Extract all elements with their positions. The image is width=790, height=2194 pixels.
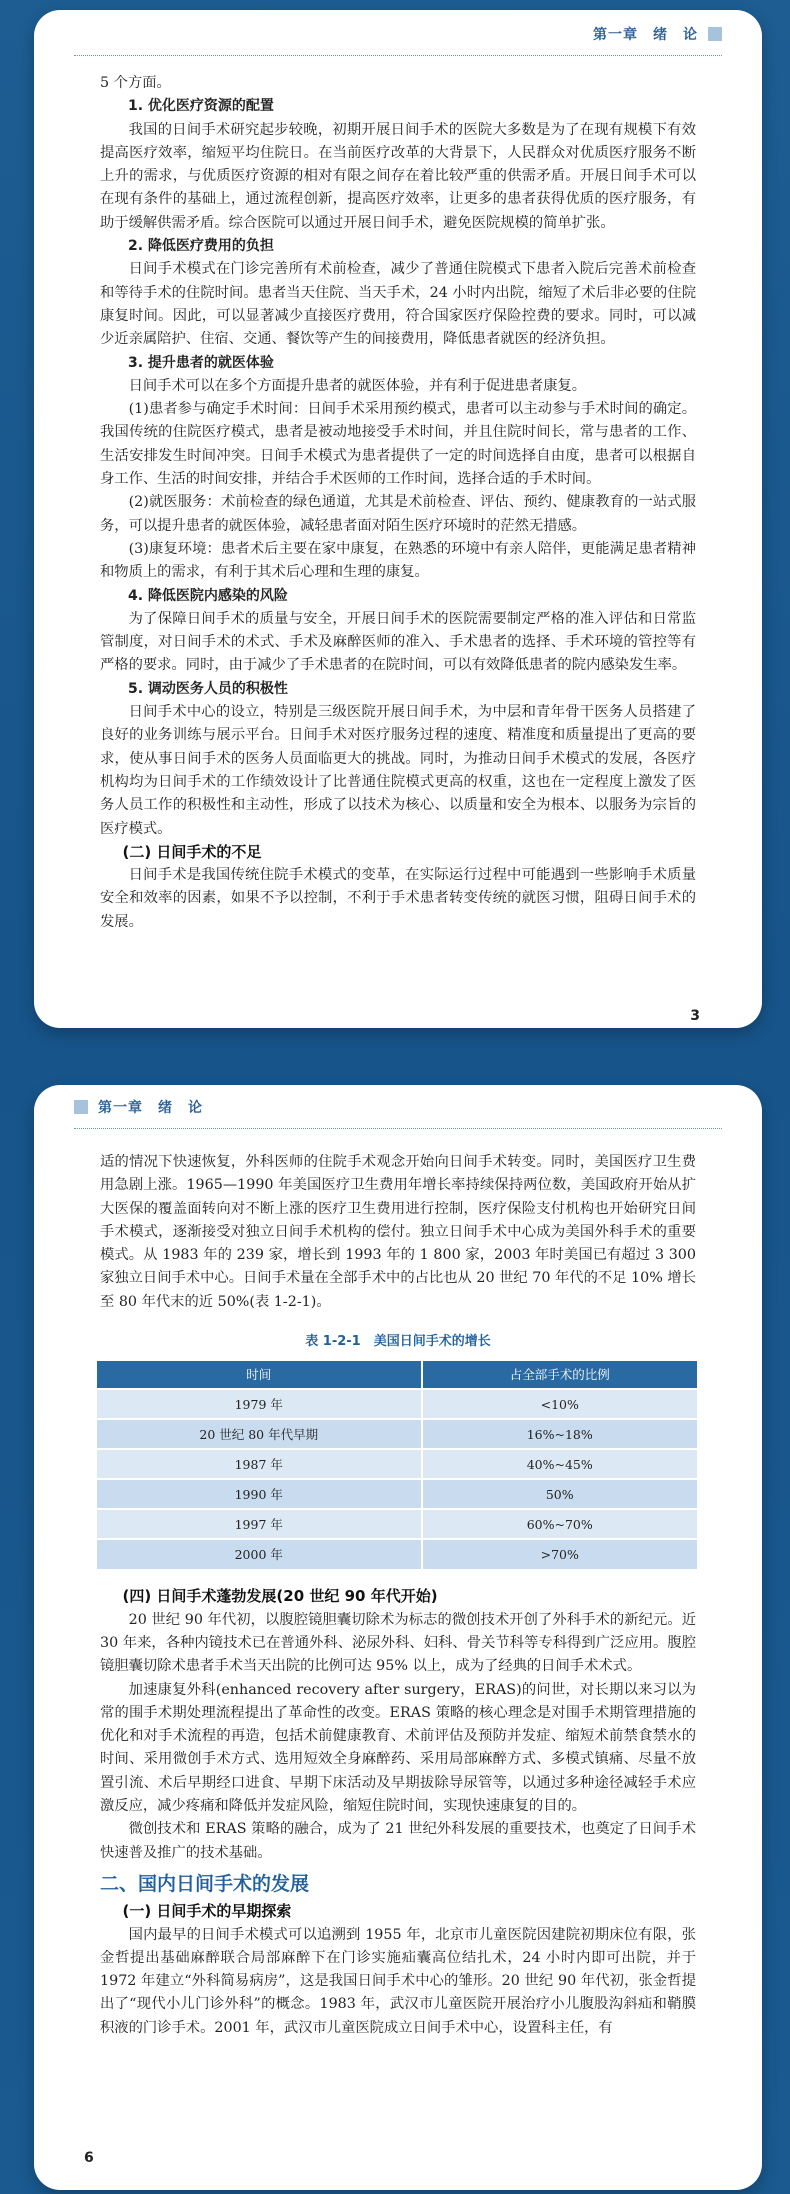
paragraph: 日间手术可以在多个方面提升患者的就医体验，并有利于促进患者康复。 xyxy=(128,377,587,394)
paragraph: 日间手术是我国传统住院手术模式的变革，在实际运行过程中可能遇到一些影响手术质量安全和效率的因素，如果不予以控制，不利于手术患者转变传统的就医习惯，阻碍日间手术的发展。 xyxy=(100,867,696,930)
chapter-title: 第一章 绪 论 xyxy=(593,27,698,43)
table-container xyxy=(100,1361,696,1569)
table-row xyxy=(97,1419,698,1449)
chapter-title: 第一章 绪 论 xyxy=(98,1100,203,1116)
paragraph: 日间手术模式在门诊完善所有术前检查，减少了普通住院模式下患者入院后完善术前检查和等待手术的住院时间。患者当天住院、当天手术，24 小时内出院，缩短了术后非必要的住院康复时间。因此，可以显著减少直接医疗费用，符合国家医疗保险控费的要求。同时，可以减少近亲属陪护、住宿、交通、餐饮等产生的间接费用，降低患者就医的经济负担。 xyxy=(100,261,696,348)
column-header-ratio: 占全部手术的比例 xyxy=(422,1361,699,1389)
paragraph: 国内最早的日间手术模式可以追溯到 1955 年，北京市儿童医院因建院初期床位有限，张金哲提出基础麻醉联合局部麻醉下在门诊实施疝囊高位结扎术，24 小时内即可出院，并于 1972 年建立“外科简易病房”，这是我国日间手术中心的雏形。20 世纪 90 年代初，张金哲提出了“现代小儿门诊外科”的概念。1983 年，武汉市儿童医院开展治疗小儿腹股沟斜疝和鞘膜积液的门诊手术。2001 年，武汉市儿童医院成立日间手术中心，设置科主任，有 xyxy=(100,1926,696,2036)
section-heading: 3. 提升患者的就医体验 xyxy=(128,354,274,371)
section-heading: 2. 降低医疗费用的负担 xyxy=(128,238,274,255)
subsection-heading: (四) 日间手术蓬勃发展(20 世纪 90 年代开始) xyxy=(122,1587,438,1606)
table-row xyxy=(97,1449,698,1479)
cell-time: 20 世纪 80 年代早期 xyxy=(97,1419,422,1449)
cell-time: 1979 年 xyxy=(97,1389,422,1419)
page-number: 3 xyxy=(690,1008,700,1024)
header-square-icon xyxy=(74,1100,88,1114)
table-caption: 表 1-2-1 美国日间手术的增长 xyxy=(305,1334,491,1350)
table-row xyxy=(97,1509,698,1539)
section-heading: 5. 调动医务人员的积极性 xyxy=(128,680,288,697)
subsection-heading: (一) 日间手术的早期探索 xyxy=(122,1902,292,1921)
paragraph: (2)就医服务：术前检查的绿色通道，尤其是术前检查、评估、预约、健康教育的一站式服务，可以提升患者的就医体验，减轻患者面对陌生医疗环境时的茫然无措感。 xyxy=(100,494,696,534)
cell-ratio: >70% xyxy=(422,1539,699,1569)
subsection-heading: (二) 日间手术的不足 xyxy=(122,842,262,861)
page-body xyxy=(100,1151,696,2040)
paragraph: 为了保障日间手术的质量与安全，开展日间手术的医院需要制定严格的准入评估和日常监管制度，对日间手术的术式、手术及麻醉医师的准入、手术患者的选择、手术环境的管控等有严格的要求。同时，由于减少了手术患者的在院时间，可以有效降低患者的院内感染发生率。 xyxy=(100,610,696,674)
table-row xyxy=(97,1539,698,1569)
cell-ratio: 50% xyxy=(422,1479,699,1509)
table-row xyxy=(97,1479,698,1509)
paragraph: 日间手术中心的设立，特别是三级医院开展日间手术，为中层和青年骨干医务人员搭建了良好的业务训练与展示平台。日间手术对医疗服务过程的速度、精准度和质量提出了更高的要求，使从事日间手术的医务人员面临更大的挑战。同时，为推动日间手术模式的发展，各医疗机构均为日间手术的工作绩效设计了比普通住院模式更高的权重，这也在一定程度上激发了医务人员工作的积极性和主动性，形成了以技术为核心、以质量和安全为根本、以服务为宗旨的医疗模式。 xyxy=(100,704,696,837)
cell-ratio: 60%~70% xyxy=(422,1509,699,1539)
page-body xyxy=(100,72,696,934)
page-header xyxy=(74,1097,722,1129)
column-header-time: 时间 xyxy=(97,1361,422,1389)
book-page-3 xyxy=(34,10,762,1028)
page-number: 6 xyxy=(84,2150,94,2166)
header-square-icon xyxy=(708,27,722,41)
paragraph: (1)患者参与确定手术时间：日间手术采用预约模式，患者可以主动参与手术时间的确定。我国传统的住院医疗模式，患者是被动地接受手术时间，并且住院时间长，常与患者的工作、生活安排发生时间冲突。日间手术模式为患者提供了一定的时间选择自由度，患者可以根据自身工作、生活的时间安排，并结合手术医师的工作时间，选择合适的手术时间。 xyxy=(100,401,696,488)
cell-ratio: 40%~45% xyxy=(422,1449,699,1479)
paragraph: 我国的日间手术研究起步较晚，初期开展日间手术的医院大多数是为了在现有规模下有效提高医疗效率，缩短平均住院日。在当前医疗改革的大背景下，人民群众对优质医疗服务不断上升的需求，与优质医疗资源的相对有限之间存在着比较严重的供需矛盾。开展日间手术可以在现有条件的基础上，通过流程创新，提高医疗效率，让更多的患者获得优质的医疗服务，有助于缓解供需矛盾。综合医院可以通过开展日间手术，避免医院规模的简单扩张。 xyxy=(100,121,696,231)
paragraph: 加速康复外科(enhanced recovery after surgery，ERAS)的问世，对长期以来习以为常的围手术期处理流程提出了革命性的改变。ERAS 策略的核心理念是对围手术期管理措施的优化和对手术流程的再造，包括术前健康教育、术前评估及预防并发症、缩短术前禁食禁水的时间、采用微创手术方式、选用短效全身麻醉药、采用局部麻醉方式、多模式镇痛、尽量不放置引流、术后早期经口进食、早期下床活动及早期拔除导尿管等，以通过多种途径减轻手术应激反应，减少疼痛和降低并发症风险，缩短住院时间，实现快速康复的目的。 xyxy=(100,1681,696,1815)
cell-time: 1990 年 xyxy=(97,1479,422,1509)
chapter-section-heading: 二、国内日间手术的发展 xyxy=(100,1872,310,1895)
cell-time: 1997 年 xyxy=(97,1509,422,1539)
table-header-row xyxy=(97,1361,698,1389)
page-header xyxy=(74,24,722,56)
section-heading: 4. 降低医院内感染的风险 xyxy=(128,587,288,604)
growth-table xyxy=(97,1361,699,1569)
cell-ratio: 16%~18% xyxy=(422,1419,699,1449)
paragraph: 微创技术和 ERAS 策略的融合，成为了 21 世纪外科发展的重要技术，也奠定了日间手术快速普及推广的技术基础。 xyxy=(100,1821,696,1861)
paragraph: 20 世纪 90 年代初，以腹腔镜胆囊切除术为标志的微创技术开创了外科手术的新纪元。近 30 年来，各种内镜技术已在普通外科、泌尿外科、妇科、骨关节科等专科得到广泛应用。腹腔镜胆囊切除术患者手术当天出院的比例可达 95% 以上，成为了经典的日间手术术式。 xyxy=(100,1611,696,1675)
paragraph: 适的情况下快速恢复，外科医师的住院手术观念开始向日间手术转变。同时，美国医疗卫生费用急剧上涨。1965—1990 年美国医疗卫生费用年增长率持续保持两位数，美国政府开始从扩大医保的覆盖面转向对不断上涨的医疗卫生费用进行控制，医疗保险支付机构也开始研究日间手术模式，逐渐接受对独立日间手术机构的偿付。独立日间手术中心成为美国外科手术的重要模式。从 1983 年的 239 家，增长到 1993 年的 1 800 家，2003 年时美国已有超过 3 300 家独立日间手术中心。日间手术量在全部手术中的占比也从 20 世纪 70 年代的不足 10% 增长至 80 年代末的近 50%(表 1-2-1)。 xyxy=(100,1154,696,1310)
cell-time: 1987 年 xyxy=(97,1449,422,1479)
cell-time: 2000 年 xyxy=(97,1539,422,1569)
paragraph: 5 个方面。 xyxy=(100,75,171,91)
table-row xyxy=(97,1389,698,1419)
cell-ratio: <10% xyxy=(422,1389,699,1419)
paragraph: (3)康复环境：患者术后主要在家中康复，在熟悉的环境中有亲人陪伴，更能满足患者精神和物质上的需求，有利于其术后心理和生理的康复。 xyxy=(100,540,696,581)
section-heading: 1. 优化医疗资源的配置 xyxy=(128,98,274,115)
book-page-6 xyxy=(34,1085,762,2190)
